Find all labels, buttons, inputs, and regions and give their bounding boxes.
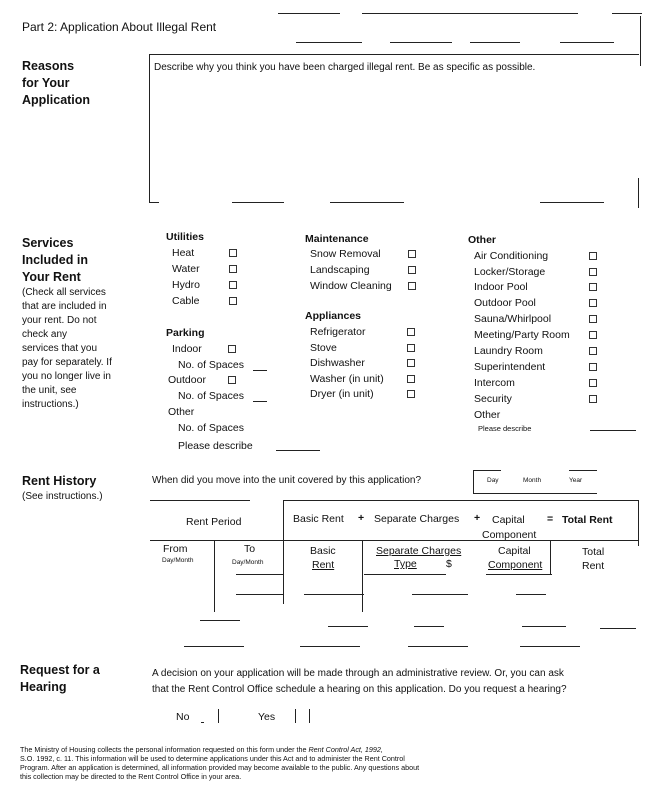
table-top-rule (283, 500, 639, 501)
window-cleaning-checkbox[interactable] (408, 282, 416, 290)
reasons-text-area[interactable] (149, 60, 639, 200)
parking-describe-label: Please describe (178, 440, 253, 452)
dryer-checkbox[interactable] (407, 390, 415, 398)
other-service-label: Superintendent (474, 361, 546, 373)
formula-basic: Basic Rent (293, 513, 344, 525)
maintenance-label: Snow Removal (310, 248, 381, 260)
privacy-notice: The Ministry of Housing collects the personal information requested on this form under the Rent Control Act, 1992, S.O. 1992, c. 11. This information will be used to determine applications under this Act and to administer the Rent Control Program. After an application is determined, all information provided may become available to the public. Any questions about this collection may be directed to the Rent Control Office in your area. (20, 745, 420, 781)
other-service-label: Meeting/Party Room (474, 329, 570, 341)
parking-describe-field[interactable] (276, 450, 320, 451)
month-label: Month (523, 477, 542, 484)
services-instructions: (Check all services that are included in your rent. Do not check any services that you pay for separately. If you no longer live in the unit, see instructions.) (22, 287, 112, 410)
col-capital-2: Component (488, 559, 543, 571)
part-title: Part 2: Application About Illegal Rent (22, 20, 217, 34)
formula-equals: = (547, 513, 554, 525)
col-from: From (163, 543, 188, 555)
heat-checkbox[interactable] (229, 249, 237, 257)
hearing-text-1: A decision on your application will be made through an administrative review. Or, you can ask (152, 668, 564, 679)
scan-line (232, 202, 284, 203)
hearing-heading: Request for a Hearing (20, 663, 100, 694)
hydro-checkbox[interactable] (229, 281, 237, 289)
formula-total: Total Rent (562, 514, 613, 526)
indoor-pool-checkbox[interactable] (589, 283, 597, 291)
other-service-label: Sauna/Whirlpool (474, 313, 552, 325)
appliance-label: Refrigerator (310, 326, 366, 338)
utilities-title: Utilities (166, 231, 204, 243)
parking-outdoor-label: Outdoor (168, 374, 206, 386)
intercom-checkbox[interactable] (589, 379, 597, 387)
hearing-no-checkbox[interactable] (201, 709, 219, 723)
col-total-1: Total (582, 546, 605, 558)
maintenance-title: Maintenance (305, 233, 369, 245)
rent-period-label: Rent Period (186, 516, 242, 528)
parking-other-label: Other (168, 406, 195, 418)
landscaping-checkbox[interactable] (408, 266, 416, 274)
other-describe-field[interactable] (590, 430, 636, 431)
appliance-label: Dishwasher (310, 357, 365, 369)
stove-checkbox[interactable] (407, 344, 415, 352)
hearing-yes-label: Yes (258, 711, 276, 723)
washer-checkbox[interactable] (407, 375, 415, 383)
scan-line (330, 202, 404, 203)
rent-history-sub: (See instructions.) (22, 491, 103, 502)
other-service-label: Air Conditioning (474, 250, 549, 262)
party-room-checkbox[interactable] (589, 331, 597, 339)
hearing-no-label: No (176, 711, 190, 723)
other-title: Other (468, 234, 497, 246)
scan-line (638, 178, 639, 208)
utility-label: Heat (172, 247, 195, 259)
col-capital-1: Capital (498, 545, 531, 557)
formula-plus-2: + (474, 512, 481, 524)
outdoor-parking-checkbox[interactable] (228, 376, 236, 384)
col-separate-dollar: $ (446, 558, 452, 570)
scan-line (640, 16, 641, 66)
appliance-label: Washer (in unit) (310, 373, 384, 385)
scan-line (149, 202, 159, 203)
col-to-sub: Day/Month (232, 559, 264, 566)
scan-line (612, 13, 642, 14)
appliance-label: Dryer (in unit) (310, 388, 374, 400)
formula-component: Component (482, 529, 537, 541)
day-label: Day (487, 477, 499, 484)
indoor-spaces-field[interactable] (253, 370, 267, 371)
utility-label: Hydro (172, 279, 201, 291)
formula-plus-1: + (358, 512, 365, 524)
table-rule (638, 500, 639, 546)
dishwasher-checkbox[interactable] (407, 359, 415, 367)
scan-line (278, 13, 340, 14)
outdoor-pool-checkbox[interactable] (589, 299, 597, 307)
other-service-label: Laundry Room (474, 345, 543, 357)
maintenance-label: Landscaping (310, 264, 370, 276)
maintenance-label: Window Cleaning (310, 280, 392, 292)
utility-label: Cable (172, 295, 200, 307)
move-in-date-field[interactable] (473, 470, 597, 494)
col-separate: Separate Charges (376, 545, 462, 557)
refrigerator-checkbox[interactable] (407, 328, 415, 336)
col-basic-1: Basic (310, 545, 336, 557)
parking-indoor-label: Indoor (172, 343, 202, 355)
appliance-label: Stove (310, 342, 337, 354)
year-label: Year (569, 477, 583, 484)
superintendent-checkbox[interactable] (589, 363, 597, 371)
appliances-title: Appliances (305, 310, 362, 322)
table-row-rule (236, 574, 284, 575)
other-service-label: Other (474, 409, 501, 421)
security-checkbox[interactable] (589, 395, 597, 403)
other-describe-label: Please describe (478, 424, 532, 433)
scan-line (362, 13, 578, 14)
indoor-parking-checkbox[interactable] (228, 345, 236, 353)
scan-line (390, 42, 452, 43)
scan-line (470, 42, 520, 43)
parking-title: Parking (166, 327, 205, 339)
water-checkbox[interactable] (229, 265, 237, 273)
move-in-question: When did you move into the unit covered by this application? (152, 475, 422, 486)
reasons-heading: Reasons for Your Application (22, 59, 91, 107)
outdoor-spaces-field[interactable] (253, 401, 267, 402)
col-to: To (244, 543, 256, 555)
cable-checkbox[interactable] (229, 297, 237, 305)
hearing-text-2: that the Rent Control Office schedule a hearing on this application. Do you request a hearing? (152, 684, 567, 695)
other-service-label: Indoor Pool (474, 281, 528, 293)
outdoor-spaces-label: No. of Spaces (178, 390, 244, 402)
table-row-rule (364, 574, 446, 575)
col-basic-2: Rent (312, 559, 335, 571)
other-service-label: Locker/Storage (474, 266, 546, 278)
other-service-label: Outdoor Pool (474, 297, 536, 309)
utility-label: Water (172, 263, 200, 275)
reasons-prompt: Describe why you think you have been charged illegal rent. Be as specific as possible. (154, 62, 536, 73)
table-header-rule (150, 540, 638, 541)
scan-line (296, 42, 362, 43)
other-service-label: Intercom (474, 377, 515, 389)
col-total-2: Rent (582, 560, 605, 572)
air-conditioning-checkbox[interactable] (589, 252, 597, 260)
formula-separate: Separate Charges (374, 513, 460, 525)
laundry-room-checkbox[interactable] (589, 347, 597, 355)
snow-removal-checkbox[interactable] (408, 250, 416, 258)
scan-line (150, 500, 250, 501)
sauna-checkbox[interactable] (589, 315, 597, 323)
locker-storage-checkbox[interactable] (589, 268, 597, 276)
rent-history-heading: Rent History (22, 474, 97, 488)
indoor-spaces-label: No. of Spaces (178, 359, 244, 371)
scan-line (560, 42, 614, 43)
rent-history-entry-rows[interactable] (150, 576, 638, 652)
scan-line (540, 202, 604, 203)
other-service-label: Security (474, 393, 512, 405)
other-spaces-label: No. of Spaces (178, 422, 244, 434)
hearing-yes-checkbox[interactable] (295, 709, 311, 723)
services-heading: Services Included in Your Rent (22, 236, 88, 284)
table-rule (550, 540, 551, 574)
reasons-box-top (149, 54, 639, 55)
col-separate-type: Type (394, 558, 417, 570)
table-row-rule (486, 574, 552, 575)
formula-capital: Capital (492, 514, 525, 526)
col-from-sub: Day/Month (162, 557, 194, 564)
